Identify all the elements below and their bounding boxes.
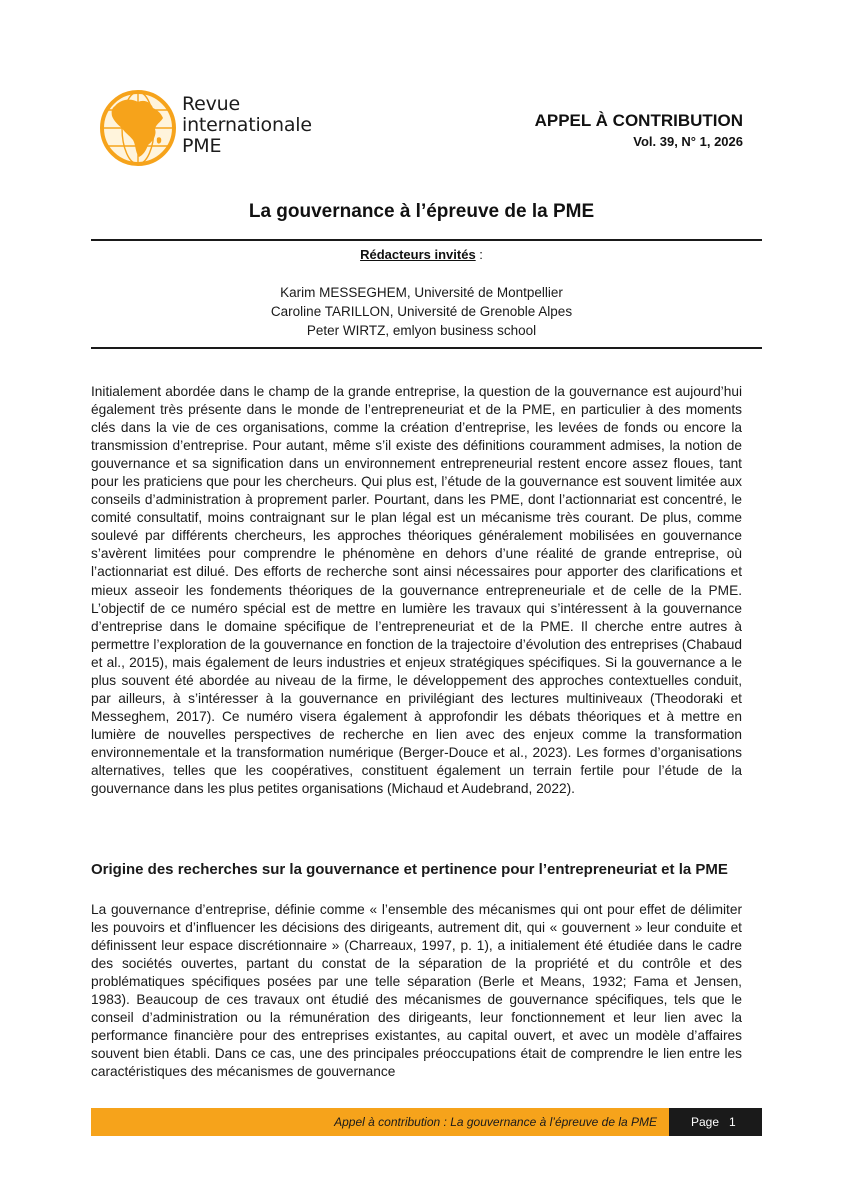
page-label: Page: [691, 1115, 720, 1129]
page-footer: [91, 1108, 762, 1136]
intro-paragraph: Initialement abordée dans le champ de la grande entreprise, la question de la gouvernance est aujourd’hui également très présente dans le monde de l’entrepreneuriat et de la PME, en particulier à des moments clés dans la vie de ces organisations, comme la création d’entreprise, les levées de fonds ou encore la transmission d’entreprise. Pour autant, même s’il existe des définitions couramment admises, la notion de gouvernance et sa signification dans un environnement entrepreneurial restent encore assez floues, tant pour les praticiens que pour les chercheurs. Qui plus est, l’étude de la gouvernance est souvent limitée aux conseils d’administration à proprement parler. Pourtant, dans les PME, dont l’actionnariat est concentré, le comité consultatif, moins contraignant sur le plan légal est un mécanisme très courant. De plus, comme soulevé par différents chercheurs, les approches théoriques généralement mobilisées en gouvernance s’avèrent limitées pour comprendre le phénomène en dehors d’une réalité de grande entreprise, où l’actionnariat est dilué. Des efforts de recherche sont ainsi nécessaires pour apporter des clarifications et mieux asseoir les fondements théoriques de la gouvernance entrepreneuriale et de celle de la PME. L’objectif de ce numéro spécial est de mettre en lumière les travaux qui s’intéressent à la gouvernance d’entreprise dans le domaine spécifique de l’entrepreneuriat et de la PME. Il cherche entre autres à permettre l’exploration de la gouvernance en fonction de la trajectoire d’évolution des entreprises (Chabaud et al., 2015), mais également de leurs industries et enjeux stratégiques spécifiques. Si la gouvernance a le plus souvent été abordée au niveau de la firme, le développement des approches contextuelles conduit, par ailleurs, à s’intéresser à la gouvernance en privilégiant des lectures multiniveaux (Theodoraki et Messeghem, 2017). Ce numéro visera également à approfondir les débats théoriques et à mettre en lumière de nouvelles perspectives de recherche en lien avec des enjeux comme la transformation environnementale et la transformation numérique (Berger-Douce et al., 2023). Les formes d’organisations alternatives, telles que les coopératives, constituent également un terrain fertile pour l’étude de la gouvernance dans les plus petites organisations (Michaud et Audebrand, 2022).: [91, 384, 742, 797]
editor-name: Caroline TARILLON, Université de Grenoble Alpes: [270, 304, 573, 319]
editor-name: Peter WIRTZ, emlyon business school: [306, 323, 537, 338]
footer-page-indicator: [669, 1108, 762, 1136]
guest-editors-label: [0, 247, 843, 262]
logo-line-2: internationale: [182, 114, 312, 136]
editors-divider: [91, 347, 762, 349]
guest-editors-colon: :: [475, 247, 483, 262]
section-paragraph: La gouvernance d’entreprise, définie comme « l’ensemble des mécanismes qui ont pour effet de délimiter les pouvoirs et d’influencer les décisions des dirigeants, autrement dit, qui « gouvernent » leur conduite et définissent leur espace discrétionnaire » (Charreaux, 1997, p. 1), a initialement été étudiée dans le cadre des sociétés ouvertes, partant du constat de la séparation de la propriété et du contrôle et des problématiques spécifiques posées par une telle séparation (Berle et Means, 1932; Fama et Jensen, 1983). Beaucoup de ces travaux ont étudié des mécanismes de gouvernance spécifiques, tels que le conseil d’administration ou la rémunération des dirigeants, leur fonctionnement et leur lien avec la performance financière pour des entreprises existantes, au capital ouvert, et avec un modèle d’affaires souvent bien établi. Dans ce cas, une des principales préoccupations était de comprendre le lien entre les caractéristiques des mécanismes de gouvernance: [91, 902, 742, 1080]
title-divider: [91, 239, 762, 241]
page-number: 1: [729, 1115, 736, 1129]
logo-line-1: Revue: [182, 93, 241, 115]
editor-name: Karim MESSEGHEM, Université de Montpellier: [280, 285, 563, 300]
logo-wordmark: [182, 94, 312, 157]
guest-editors-list: [0, 283, 843, 340]
journal-logo: [98, 88, 318, 168]
call-for-papers-title: APPEL À CONTRIBUTION: [534, 111, 743, 130]
volume-info: Vol. 39, N° 1, 2026: [633, 134, 743, 149]
guest-editors-heading: Rédacteurs invités: [360, 247, 476, 262]
footer-caption: Appel à contribution : La gouvernance à l’épreuve de la PME: [91, 1108, 669, 1136]
section-heading: Origine des recherches sur la gouvernance et pertinence pour l’entrepreneuriat et la PME: [91, 861, 728, 878]
globe-icon: [98, 88, 180, 168]
page-title: La gouvernance à l’épreuve de la PME: [248, 201, 595, 222]
logo-line-3: PME: [182, 135, 222, 157]
